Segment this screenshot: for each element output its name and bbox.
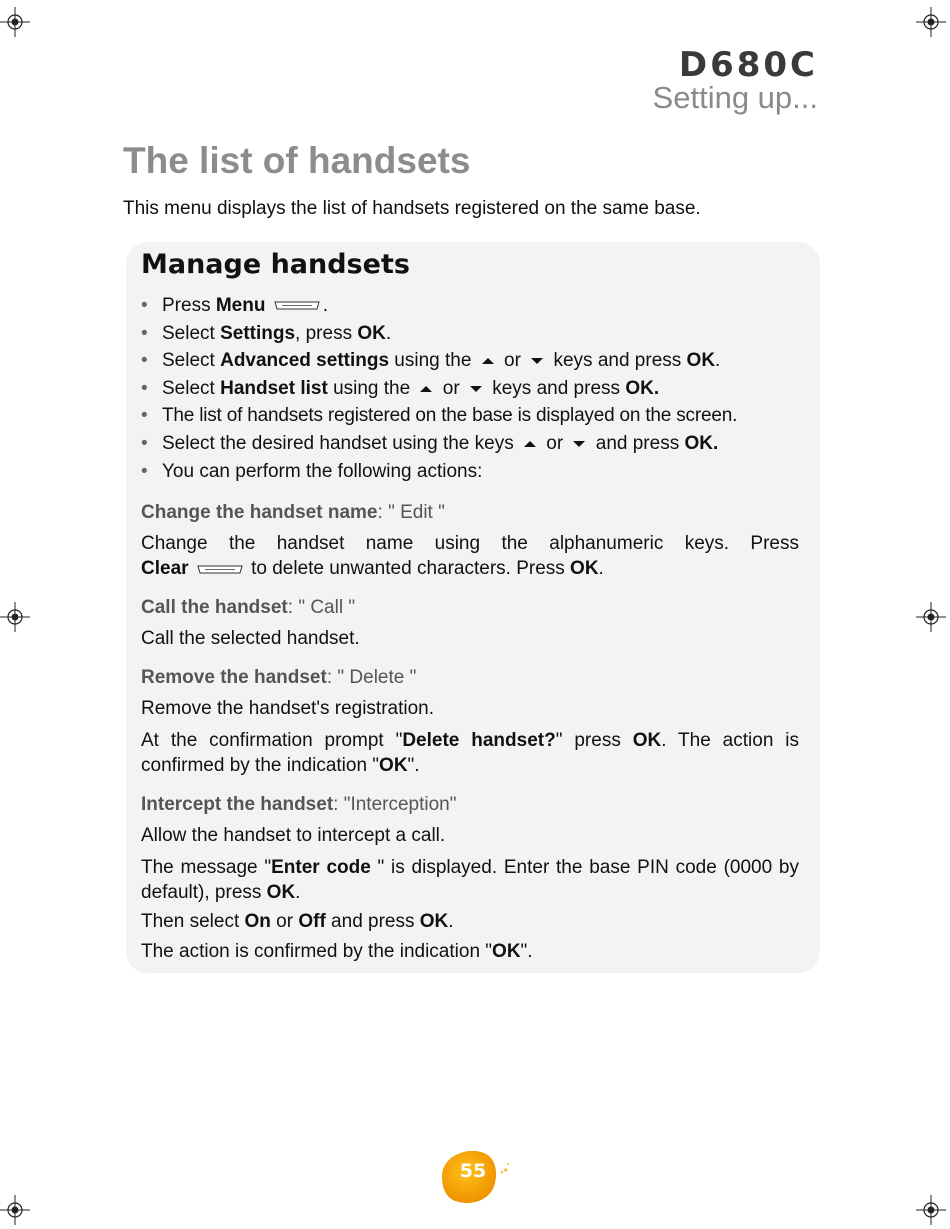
action-title: Remove the handset [141, 667, 327, 689]
step-bold: Handset list [220, 377, 328, 399]
panel-title: Manage handsets [141, 249, 410, 280]
action-sep: : [287, 597, 299, 619]
action-command: "Interception" [343, 794, 457, 816]
step-bold: OK [266, 882, 296, 904]
step-bold: OK [419, 911, 449, 933]
step-text: Select [162, 377, 221, 399]
intercept-text: . [295, 882, 301, 904]
step-bold: OK [686, 350, 716, 372]
action-title: Intercept the handset [141, 794, 334, 816]
action-sep: : [333, 794, 344, 816]
step-text: , press [295, 322, 358, 344]
step-bold: Off [298, 911, 326, 933]
step-text: . [322, 295, 329, 316]
intercept-text: or [270, 911, 299, 933]
step-bold: Settings [220, 322, 296, 344]
rename-line: to delete unwanted characters. Press [245, 558, 571, 580]
step-bold: OK. [684, 432, 719, 454]
intercept-text: ". [520, 941, 533, 963]
step-text: using the [327, 377, 411, 399]
confirm-text: At the confirmation prompt " [141, 730, 403, 752]
action-remove-text: Remove the handset's registration. [141, 698, 435, 720]
step-perform-actions [141, 459, 799, 487]
step-bold: On [244, 911, 271, 933]
step-text: or [504, 350, 521, 372]
intercept-text: Then select [141, 911, 245, 933]
arrow-down-icon [530, 357, 544, 365]
step-press-menu [141, 293, 799, 321]
intercept-text: The message " [141, 857, 272, 879]
intercept-text: . [448, 911, 454, 933]
action-intercept-message [141, 855, 799, 905]
rename-line: . [598, 558, 604, 580]
step-text: Select the desired handset using the keys [162, 432, 514, 454]
step-select-handset [141, 431, 799, 459]
step-text: The list of handsets registered on the base is displayed on the screen. [162, 405, 738, 427]
step-bold: OK [357, 322, 386, 344]
action-intercept-confirm [141, 939, 799, 964]
registration-mark-icon [916, 1195, 946, 1225]
action-command: " Edit " [388, 502, 445, 524]
action-rename-text [141, 531, 799, 581]
arrow-up-icon [523, 440, 537, 448]
steps-list [141, 293, 799, 486]
arrow-down-icon [572, 440, 586, 448]
intro-text: This menu displays the list of handsets registered on the same base. [123, 198, 701, 219]
page-number: 55 [459, 1160, 487, 1182]
registration-mark-icon [916, 7, 946, 37]
step-select-advanced-settings [141, 348, 799, 376]
page-title: The list of handsets [123, 140, 471, 181]
action-title: Change the handset name [141, 502, 378, 524]
intercept-text: and press [325, 911, 420, 933]
step-select-handset-list [141, 376, 799, 404]
step-text: . [715, 350, 721, 372]
step-list-displayed [141, 403, 799, 431]
clear-key-label: Clear [141, 558, 189, 580]
menu-key-label: Menu [215, 295, 266, 316]
arrow-down-icon [469, 385, 483, 393]
action-intercept-text: Allow the handset to intercept a call. [141, 825, 446, 847]
step-text: or [546, 432, 564, 454]
arrow-up-icon [481, 357, 495, 365]
action-call-text: Call the selected handset. [141, 628, 360, 650]
registration-mark-icon [0, 602, 30, 632]
model-name: D680C [678, 45, 818, 85]
step-text: keys and press [553, 350, 687, 372]
step-bold: OK [492, 941, 521, 963]
step-text: keys and press [492, 377, 626, 399]
step-bold: OK [570, 558, 599, 580]
action-intercept-heading [141, 792, 799, 817]
confirm-text: " press [555, 730, 633, 752]
step-text: Press [162, 295, 216, 316]
confirm-text: ". [407, 755, 420, 777]
rename-line: Change the handset name using the alphanumeric keys. Press [141, 533, 799, 555]
action-remove-heading [141, 665, 799, 690]
action-command: " Call " [298, 597, 356, 619]
intercept-text: The action is confirmed by the indication " [141, 941, 493, 963]
section-name: Setting up... [652, 80, 818, 115]
confirm-text: . The action is confirmed by the indication " [141, 730, 800, 777]
step-bold: OK [632, 730, 662, 752]
softkey-icon [274, 300, 320, 311]
registration-mark-icon [0, 1195, 30, 1225]
step-text: You can perform the following actions: [162, 460, 483, 482]
arrow-up-icon [419, 385, 433, 393]
action-sep: : [326, 667, 338, 689]
action-rename-heading [141, 500, 799, 525]
step-text: . [385, 322, 392, 344]
registration-mark-icon [0, 7, 30, 37]
action-intercept-select [141, 909, 799, 934]
step-text: Select [162, 350, 221, 372]
action-remove-confirm [141, 728, 799, 778]
step-text: using the [389, 350, 472, 372]
step-bold: OK. [625, 377, 660, 399]
step-text: and press [595, 432, 685, 454]
action-title: Call the handset [141, 597, 288, 619]
intercept-text: " is displayed. Enter the base PIN code (0000 by default), press [141, 857, 799, 904]
step-text: Select [162, 322, 221, 344]
step-bold: Advanced settings [220, 350, 390, 372]
step-bold: Enter code [271, 857, 378, 879]
action-command: " Delete " [337, 667, 417, 689]
action-sep: : [377, 502, 389, 524]
registration-mark-icon [916, 602, 946, 632]
softkey-icon [197, 564, 243, 575]
step-text: or [442, 377, 460, 399]
manage-handsets-panel [126, 242, 820, 973]
step-select-settings [141, 321, 799, 349]
step-bold: OK [379, 755, 408, 777]
step-bold: Delete handset? [402, 730, 556, 752]
action-call-heading [141, 595, 799, 620]
document-header [653, 46, 818, 114]
